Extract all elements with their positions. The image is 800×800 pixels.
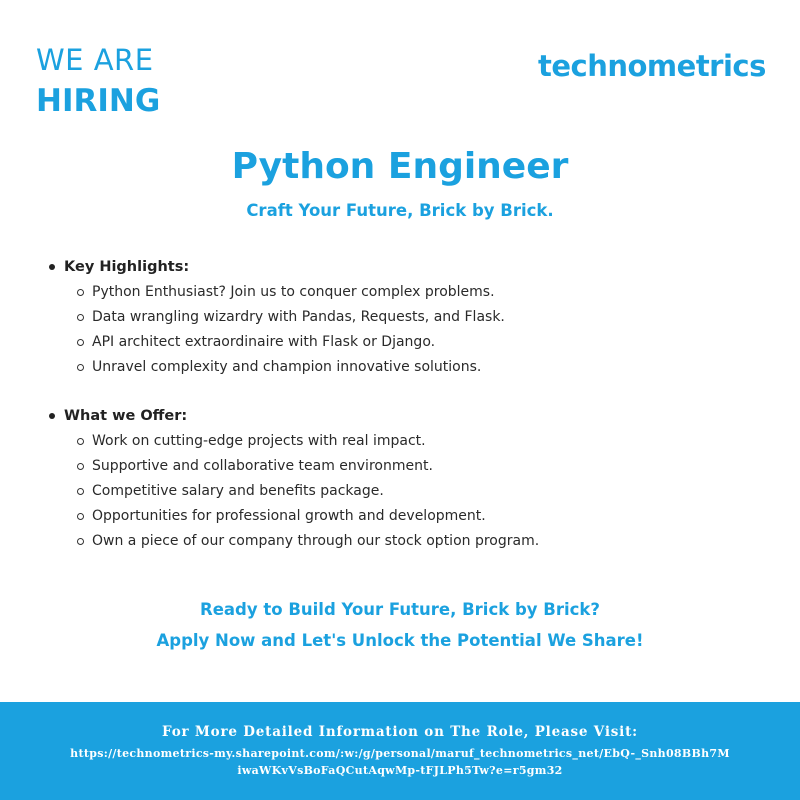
footer-link[interactable]: https://technometrics-my.sharepoint.com/:w:/g/personal/maruf_technometrics_net/EbQ-_Snh08BBh7MiwaWKvVsBoFaQCutAqwMp-tFJLPh5Tw?e=r5gm32 [70,747,730,777]
bullet-dot-icon [49,413,55,419]
bullet-dot-icon [49,264,55,270]
list-item-text: Own a piece of our company through our stock option program. [92,533,540,549]
list-item-text: API architect extraordinaire with Flask or Django. [92,334,436,350]
circle-bullet-icon [77,339,84,346]
list-item [48,454,768,479]
what-we-offer-section [48,405,768,554]
list-item-text: Competitive salary and benefits package. [92,483,384,499]
footer-banner [0,702,800,800]
section-heading-label: What we Offer: [64,408,188,424]
cta-line-2: Apply Now and Let's Unlock the Potential We Share! [156,631,644,650]
what-we-offer-list [48,429,768,554]
cta-line-1: Ready to Build Your Future, Brick by Brick? [200,600,600,619]
key-highlights-heading [48,256,768,278]
list-item-text: Opportunities for professional growth and development. [92,508,486,524]
section-heading-label: Key Highlights: [64,259,190,275]
circle-bullet-icon [77,289,84,296]
footer-title: For More Detailed Information on The Role, Please Visit: [162,724,638,740]
hiring-text: HIRING [36,83,161,119]
circle-bullet-icon [77,364,84,371]
circle-bullet-icon [77,438,84,445]
list-item-text: Supportive and collaborative team environment. [92,458,433,474]
company-logo: technometrics [538,49,766,83]
circle-bullet-icon [77,314,84,321]
list-item-text: Python Enthusiast? Join us to conquer complex problems. [92,284,495,300]
list-item [48,504,768,529]
list-item [48,429,768,454]
what-we-offer-heading [48,405,768,427]
circle-bullet-icon [77,488,84,495]
list-item-text: Unravel complexity and champion innovative solutions. [92,359,482,375]
list-item-text: Work on cutting-edge projects with real impact. [92,433,426,449]
list-item [48,355,768,380]
list-item [48,479,768,504]
list-item [48,305,768,330]
list-item [48,330,768,355]
we-are-text: WE ARE [36,43,154,77]
list-item-text: Data wrangling wizardry with Pandas, Requests, and Flask. [92,309,505,325]
circle-bullet-icon [77,538,84,545]
job-title: Python Engineer [231,146,569,187]
key-highlights-section [48,256,768,380]
key-highlights-list [48,280,768,380]
list-item [48,280,768,305]
circle-bullet-icon [77,463,84,470]
circle-bullet-icon [77,513,84,520]
job-subtitle: Craft Your Future, Brick by Brick. [246,201,554,220]
list-item [48,529,768,554]
